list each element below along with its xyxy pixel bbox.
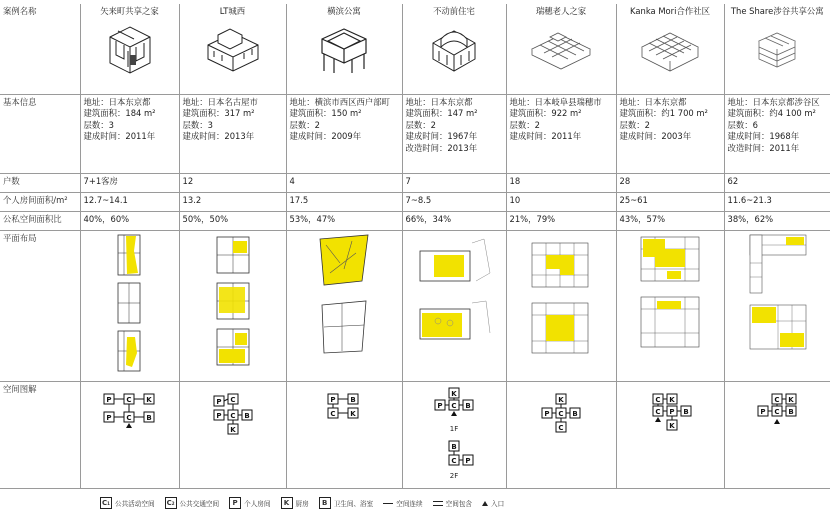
units-cell: 7 bbox=[402, 173, 506, 192]
case-header-5 bbox=[506, 4, 616, 94]
units-cell: 4 bbox=[286, 173, 402, 192]
legend-label: 公共交通空间 bbox=[179, 500, 220, 508]
info-cell-1 bbox=[80, 94, 179, 173]
legend-label: 厨房 bbox=[295, 500, 309, 508]
ratio-cell: 50%，50% bbox=[179, 211, 286, 230]
info-storeys: 层数：3 bbox=[182, 119, 213, 130]
units-cell: 12 bbox=[179, 173, 286, 192]
legend-label: 个人房间 bbox=[244, 500, 271, 508]
info-built-year: 建成时间：2013年 bbox=[182, 131, 255, 142]
case-name: 瑞穗老人之家 bbox=[535, 6, 587, 16]
building-axonometric-3 bbox=[316, 21, 372, 77]
diagram-cell-3 bbox=[286, 381, 402, 488]
row-label-diagram: 空间图解 bbox=[0, 381, 80, 488]
svg-text:K: K bbox=[229, 425, 236, 434]
info-floor-area: 建筑面积：150 m² bbox=[289, 108, 362, 119]
info-address: 地址：日本名古屋市 bbox=[182, 96, 258, 107]
info-built-year: 建成时间：1968年 bbox=[727, 131, 800, 142]
building-axonometric-6 bbox=[638, 21, 702, 77]
space-diagram-2 bbox=[210, 392, 256, 438]
space-diagram-3 bbox=[324, 392, 364, 422]
ratio-cell: 40%，60% bbox=[80, 211, 179, 230]
row-space-diagram bbox=[0, 381, 830, 488]
space-diagram-4-2f bbox=[429, 439, 479, 471]
svg-text:C: C bbox=[330, 409, 336, 418]
info-floor-area: 建筑面积：317 m² bbox=[182, 108, 255, 119]
legend-item bbox=[229, 497, 270, 509]
info-address: 地址：日本东京都 bbox=[619, 96, 687, 107]
info-address: 地址：日本东京都涉谷区 bbox=[727, 96, 820, 107]
row-basic-info bbox=[0, 94, 830, 173]
ratio-cell: 21%，79% bbox=[506, 211, 616, 230]
svg-text:K: K bbox=[350, 409, 356, 418]
svg-text:P: P bbox=[465, 457, 471, 466]
svg-text:B: B bbox=[145, 413, 152, 422]
symbol-legend bbox=[100, 494, 720, 512]
svg-text:C: C bbox=[774, 395, 780, 404]
svg-text:C: C bbox=[229, 395, 236, 404]
ratio-cell: 66%，34% bbox=[402, 211, 506, 230]
case-header-1 bbox=[80, 4, 179, 94]
area-cell: 11.6~21.3 bbox=[724, 192, 830, 211]
entrance-triangle-icon bbox=[482, 501, 488, 506]
svg-text:B: B bbox=[788, 407, 794, 416]
row-label-info: 基本信息 bbox=[0, 94, 80, 173]
ratio-cell: 38%，62% bbox=[724, 211, 830, 230]
info-address: 地址：横滨市西区西户部町 bbox=[289, 96, 390, 107]
row-label-units: 户数 bbox=[0, 173, 80, 192]
containment-double-line-icon bbox=[433, 501, 443, 506]
case-name: 不动前住宅 bbox=[433, 6, 475, 16]
plan-cell-5 bbox=[506, 230, 616, 381]
svg-text:B: B bbox=[350, 395, 356, 404]
svg-text:C: C bbox=[558, 409, 564, 418]
legend-item bbox=[433, 498, 472, 508]
info-floor-area: 建筑面积：147 m² bbox=[405, 108, 478, 119]
floor-plan-6 bbox=[635, 233, 705, 377]
row-case-name bbox=[0, 4, 830, 94]
svg-text:P: P bbox=[215, 397, 222, 406]
comparison-table bbox=[0, 4, 830, 489]
info-cell-4 bbox=[402, 94, 506, 173]
diagram-cell-7 bbox=[724, 381, 830, 488]
diagram-cell-6 bbox=[616, 381, 724, 488]
svg-text:K: K bbox=[558, 395, 564, 404]
info-built-year: 建成时间：2011年 bbox=[509, 131, 582, 142]
case-name: LT城西 bbox=[219, 6, 246, 16]
svg-text:P: P bbox=[760, 407, 766, 416]
svg-text:C: C bbox=[451, 401, 457, 410]
units-cell: 28 bbox=[616, 173, 724, 192]
legend-item bbox=[319, 497, 374, 509]
info-floor-area: 建筑面积：184 m² bbox=[83, 108, 156, 119]
info-renovated-year: 改造时间：2011年 bbox=[727, 142, 800, 153]
row-room-area bbox=[0, 192, 830, 211]
svg-text:P: P bbox=[437, 401, 443, 410]
building-axonometric-1 bbox=[104, 21, 156, 77]
info-storeys: 层数：3 bbox=[83, 119, 114, 130]
building-axonometric-7 bbox=[753, 21, 801, 77]
case-header-7 bbox=[724, 4, 830, 94]
svg-text:C: C bbox=[229, 411, 236, 420]
units-cell: 18 bbox=[506, 173, 616, 192]
svg-text:C: C bbox=[125, 395, 132, 404]
legend-label: 入口 bbox=[491, 500, 505, 508]
svg-text:P: P bbox=[215, 411, 222, 420]
area-cell: 17.5 bbox=[286, 192, 402, 211]
units-cell: 62 bbox=[724, 173, 830, 192]
legend-label: 空间连续 bbox=[396, 500, 423, 508]
info-renovated-year: 改造时间：2013年 bbox=[405, 142, 478, 153]
info-storeys: 层数：2 bbox=[289, 119, 320, 130]
building-axonometric-2 bbox=[204, 21, 262, 77]
ratio-cell: 43%，57% bbox=[616, 211, 724, 230]
floor-plan-4 bbox=[414, 233, 494, 377]
svg-text:B: B bbox=[572, 409, 578, 418]
floor-plan-5 bbox=[526, 233, 596, 377]
units-cell: 7+1客房 bbox=[80, 173, 179, 192]
bathroom-symbol: B bbox=[319, 497, 331, 509]
info-floor-area: 建筑面积：约4 100 m² bbox=[727, 108, 816, 119]
svg-text:K: K bbox=[145, 395, 152, 404]
info-floor-area: 建筑面积：约1 700 m² bbox=[619, 108, 708, 119]
info-cell-2 bbox=[179, 94, 286, 173]
row-label-ratio: 公私空间面积比 bbox=[0, 211, 80, 230]
info-cell-3 bbox=[286, 94, 402, 173]
plan-cell-7 bbox=[724, 230, 830, 381]
legend-label: 空间包含 bbox=[445, 500, 472, 508]
building-axonometric-5 bbox=[528, 21, 594, 77]
row-label-case: 案例名称 bbox=[0, 4, 80, 94]
private-room-symbol: P bbox=[229, 497, 241, 509]
diagram-cell-1 bbox=[80, 381, 179, 488]
row-units bbox=[0, 173, 830, 192]
info-cell-6 bbox=[616, 94, 724, 173]
case-header-2 bbox=[179, 4, 286, 94]
svg-text:K: K bbox=[788, 395, 794, 404]
case-header-6 bbox=[616, 4, 724, 94]
diagram-cell-2 bbox=[179, 381, 286, 488]
svg-text:K: K bbox=[669, 395, 675, 404]
plan-cell-3 bbox=[286, 230, 402, 381]
public-circulation-symbol: C 2 bbox=[165, 497, 177, 509]
case-name: Kanka Mori合作社区 bbox=[630, 6, 710, 16]
space-diagram-1 bbox=[100, 392, 160, 428]
svg-text:K: K bbox=[451, 389, 457, 398]
info-storeys: 层数：2 bbox=[509, 119, 540, 130]
info-storeys: 层数：2 bbox=[405, 119, 436, 130]
space-diagram-4-1f bbox=[429, 386, 479, 424]
svg-text:B: B bbox=[465, 401, 471, 410]
info-storeys: 层数：6 bbox=[727, 119, 758, 130]
floor-plan-1 bbox=[110, 233, 150, 377]
legend-item bbox=[482, 498, 504, 508]
area-cell: 12.7~14.1 bbox=[80, 192, 179, 211]
diagram-cell-4 bbox=[402, 381, 506, 488]
ratio-cell: 53%，47% bbox=[286, 211, 402, 230]
area-cell: 25~61 bbox=[616, 192, 724, 211]
floor-plan-3 bbox=[316, 233, 372, 377]
info-built-year: 建成时间：1967年 bbox=[405, 131, 478, 142]
svg-text:C: C bbox=[774, 407, 780, 416]
svg-text:C: C bbox=[655, 407, 661, 416]
floor-plan-7 bbox=[744, 233, 810, 377]
info-storeys: 层数：2 bbox=[619, 119, 650, 130]
row-space-ratio bbox=[0, 211, 830, 230]
legend-label: 卫生间、浴室 bbox=[333, 500, 374, 508]
svg-text:B: B bbox=[243, 411, 250, 420]
kitchen-symbol: K bbox=[281, 497, 293, 509]
diagram-caption-2f: 2F bbox=[449, 472, 459, 481]
info-built-year: 建成时间：2003年 bbox=[619, 131, 692, 142]
legend-label: 公共活动空间 bbox=[115, 500, 155, 508]
floor-plan-2 bbox=[211, 233, 255, 377]
info-built-year: 建成时间：2009年 bbox=[289, 131, 362, 142]
public-activity-symbol: C 1 bbox=[100, 497, 112, 509]
case-name: 矢来町共享之家 bbox=[100, 6, 159, 16]
info-address: 地址：日本东京都 bbox=[405, 96, 473, 107]
svg-text:C: C bbox=[655, 395, 661, 404]
space-diagram-6 bbox=[645, 392, 695, 438]
svg-text:P: P bbox=[105, 395, 112, 404]
case-name: 横滨公寓 bbox=[327, 6, 361, 16]
legend-item bbox=[100, 497, 155, 509]
plan-cell-2 bbox=[179, 230, 286, 381]
continuity-line-icon bbox=[383, 503, 393, 504]
legend-item bbox=[383, 498, 422, 508]
info-floor-area: 建筑面积：922 m² bbox=[509, 108, 582, 119]
info-cell-7 bbox=[724, 94, 830, 173]
legend-item bbox=[281, 497, 309, 509]
info-built-year: 建成时间：2011年 bbox=[83, 131, 156, 142]
row-floor-plan bbox=[0, 230, 830, 381]
svg-text:C: C bbox=[451, 457, 457, 466]
row-label-area: 个人房间面积/m² bbox=[0, 192, 80, 211]
area-cell: 13.2 bbox=[179, 192, 286, 211]
svg-text:P: P bbox=[544, 409, 550, 418]
diagram-caption-1f: 1F bbox=[449, 424, 459, 433]
svg-text:P: P bbox=[330, 395, 336, 404]
row-label-plan: 平面布局 bbox=[0, 230, 80, 381]
building-axonometric-4 bbox=[427, 21, 481, 77]
svg-text:P: P bbox=[669, 407, 675, 416]
info-cell-5 bbox=[506, 94, 616, 173]
svg-text:P: P bbox=[105, 413, 112, 422]
info-address: 地址：日本岐阜县瑞穗市 bbox=[509, 96, 602, 107]
svg-text:C: C bbox=[558, 423, 564, 432]
area-cell: 10 bbox=[506, 192, 616, 211]
case-header-3 bbox=[286, 4, 402, 94]
case-name: The Share涉谷共享公寓 bbox=[730, 6, 824, 16]
case-header-4 bbox=[402, 4, 506, 94]
area-cell: 7~8.5 bbox=[402, 192, 506, 211]
diagram-cell-5 bbox=[506, 381, 616, 488]
plan-cell-1 bbox=[80, 230, 179, 381]
svg-text:B: B bbox=[683, 407, 689, 416]
space-diagram-5 bbox=[537, 392, 585, 438]
info-address: 地址：日本东京都 bbox=[83, 96, 151, 107]
svg-text:B: B bbox=[451, 443, 457, 452]
legend-item bbox=[165, 497, 220, 509]
svg-text:K: K bbox=[669, 421, 675, 430]
svg-text:C: C bbox=[125, 413, 132, 422]
space-diagram-7 bbox=[752, 392, 802, 426]
plan-cell-4 bbox=[402, 230, 506, 381]
plan-cell-6 bbox=[616, 230, 724, 381]
